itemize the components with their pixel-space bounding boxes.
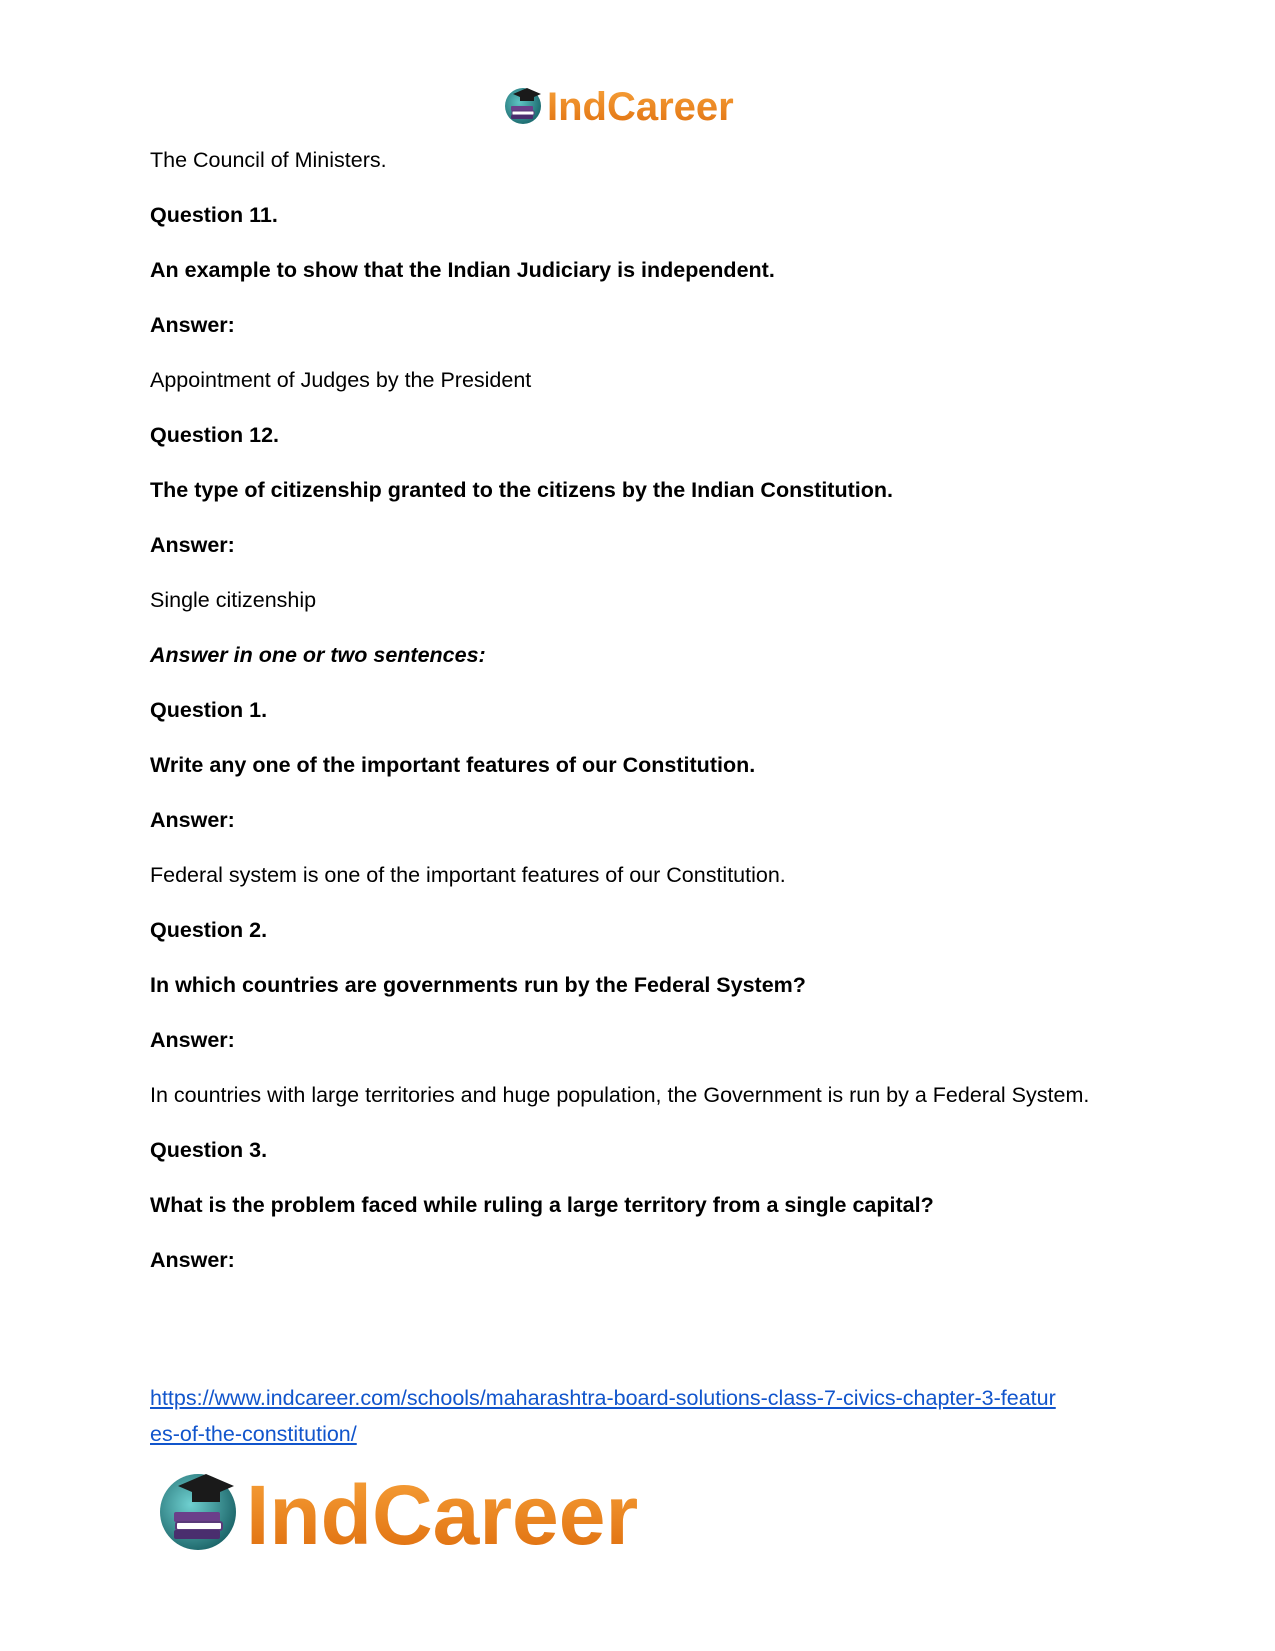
question-number: Question 11.: [150, 203, 278, 227]
answer-label: Answer:: [150, 533, 235, 557]
source-link-line-2[interactable]: es-of-the-constitution/: [150, 1422, 357, 1446]
logo-wordmark: IndCareer: [246, 1468, 639, 1557]
answer-text: The Council of Ministers.: [150, 148, 387, 172]
question-text: An example to show that the Indian Judiciary is independent.: [150, 258, 775, 282]
answer-text: Single citizenship: [150, 588, 317, 612]
logo-wordmark: IndCareer: [547, 85, 734, 128]
answer-label: Answer:: [150, 1028, 235, 1052]
question-text: In which countries are governments run by the Federal System?: [150, 973, 806, 997]
document-body: [150, 145, 1130, 1300]
question-number: Question 1.: [150, 698, 268, 722]
source-link-block: [150, 1380, 1150, 1452]
indcareer-logo-bottom: [158, 1462, 698, 1557]
section-heading: Answer in one or two sentences:: [150, 643, 486, 667]
answer-text: In countries with large territories and huge population, the Government is run by a Federal System.: [150, 1083, 1090, 1107]
question-text: Write any one of the important features of our Constitution.: [150, 753, 756, 777]
answer-label: Answer:: [150, 313, 235, 337]
question-number: Question 12.: [150, 423, 280, 447]
source-link-line-1[interactable]: https://www.indcareer.com/schools/maharashtra-board-solutions-class-7-civics-chapter-3-featur: [150, 1386, 1056, 1410]
graduation-globe-icon: [160, 1474, 236, 1550]
question-number: Question 2.: [150, 918, 268, 942]
question-text: The type of citizenship granted to the citizens by the Indian Constitution.: [150, 478, 893, 502]
answer-label: Answer:: [150, 1248, 235, 1272]
answer-label: Answer:: [150, 808, 235, 832]
answer-text: Appointment of Judges by the President: [150, 368, 532, 392]
graduation-globe-icon: [505, 88, 541, 124]
question-number: Question 3.: [150, 1138, 268, 1162]
indcareer-logo-top: [503, 80, 773, 128]
question-text: What is the problem faced while ruling a large territory from a single capital?: [150, 1193, 934, 1217]
answer-text: Federal system is one of the important features of our Constitution.: [150, 863, 786, 887]
